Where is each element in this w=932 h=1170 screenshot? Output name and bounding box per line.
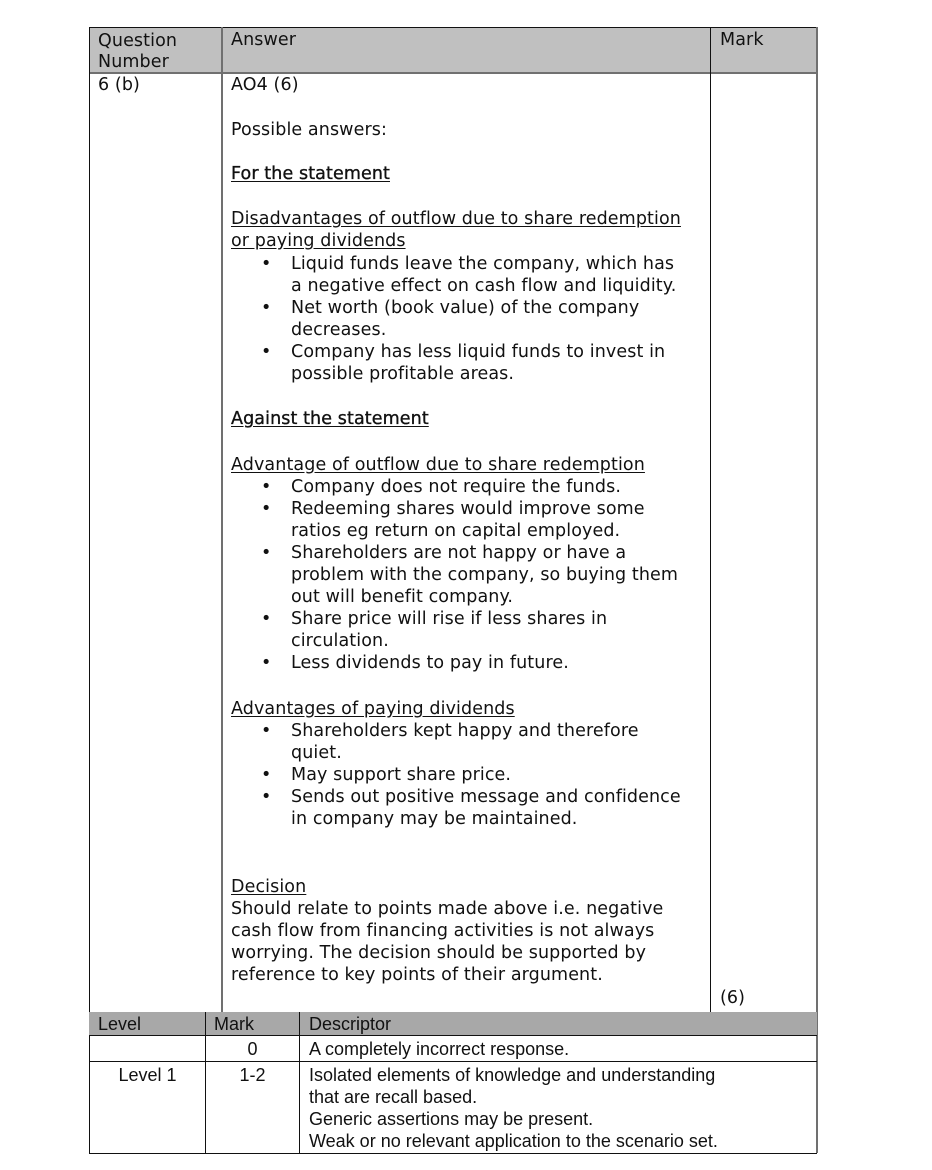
decision-line: cash flow from financing activities is not always: [231, 921, 655, 941]
rubric-header-row: [89, 1012, 817, 1035]
question-number: 6 (b): [98, 75, 140, 95]
rubric-header-mark: Mark: [214, 1014, 254, 1034]
rubric-row-1-level: Level 1: [118, 1065, 177, 1085]
bullet-text-line: ratios eg return on capital employed.: [291, 521, 621, 541]
bullet-text-line: decreases.: [291, 320, 387, 340]
bullet-text-line: Net worth (book value) of the company: [291, 298, 640, 318]
table-left-border: [89, 27, 90, 1153]
for-subheading-line1: Disadvantages of outflow due to share redemption: [231, 209, 681, 229]
against-statement-subheading: Advantage of outflow due to share redemption: [231, 455, 645, 475]
bullet-item: [231, 498, 678, 542]
bullet-icon: •: [261, 298, 272, 318]
rubric-row-1-descriptor: [309, 1064, 718, 1152]
header-question-number: [98, 31, 177, 73]
rubric-bottom-border: [89, 1153, 817, 1154]
bullet-item: [231, 542, 678, 608]
for-points-list: [231, 253, 676, 385]
column-divider-question-answer: [221, 27, 223, 1012]
rubric-row-divider: [89, 1061, 817, 1062]
descriptor-line: Generic assertions may be present.: [309, 1109, 594, 1129]
header-answer: Answer: [231, 30, 297, 50]
dividends-points-list: [231, 720, 681, 830]
decision-line: Should relate to points made above i.e. negative: [231, 899, 664, 919]
rubric-row-0-mark: 0: [247, 1039, 258, 1059]
rubric-header-bottom-border: [89, 1035, 817, 1036]
bullet-text-line: Shareholders are not happy or have a: [291, 543, 627, 563]
header-bottom-border: [89, 72, 817, 74]
bullet-text-line: May support share price.: [291, 765, 512, 785]
table-right-border: [816, 27, 818, 1153]
rubric-column-divider-mark-descriptor: [299, 1012, 300, 1153]
bullet-item: [231, 786, 681, 830]
header-question-number-line2: Number: [98, 52, 169, 72]
descriptor-line: Weak or no relevant application to the scenario set.: [309, 1131, 718, 1151]
bullet-text-line: Less dividends to pay in future.: [291, 653, 569, 673]
bullet-text-line: a negative effect on cash flow and liquidity.: [291, 276, 677, 296]
bullet-item: [231, 652, 678, 674]
bullet-icon: •: [261, 254, 272, 274]
decision-heading: Decision: [231, 877, 307, 897]
bullet-icon: •: [261, 342, 272, 362]
dividends-subheading: Advantages of paying dividends: [231, 699, 515, 719]
bullet-item: [231, 764, 681, 786]
assessment-objective: AO4 (6): [231, 75, 299, 95]
bullet-text-line: problem with the company, so buying them: [291, 565, 679, 585]
bullet-icon: •: [261, 721, 272, 741]
possible-answers-intro: Possible answers:: [231, 120, 387, 140]
mark-value: (6): [720, 988, 746, 1008]
bullet-item: [231, 341, 676, 385]
for-statement-heading: For the statement: [231, 164, 390, 184]
against-statement-heading: Against the statement: [231, 409, 429, 429]
header-mark: Mark: [720, 30, 764, 50]
bullet-text-line: in company may be maintained.: [291, 809, 578, 829]
bullet-item: [231, 608, 678, 652]
against-points-list: [231, 476, 678, 674]
bullet-text-line: possible profitable areas.: [291, 364, 515, 384]
header-question-number-line1: Question: [98, 31, 178, 51]
bullet-text-line: Share price will rise if less shares in: [291, 609, 608, 629]
bullet-icon: •: [261, 765, 272, 785]
rubric-row-1-mark: 1-2: [239, 1065, 266, 1085]
decision-line: reference to key points of their argument.: [231, 965, 603, 985]
bullet-icon: •: [261, 787, 272, 807]
bullet-text-line: out will benefit company.: [291, 587, 514, 607]
for-subheading-line2: or paying dividends: [231, 231, 406, 251]
rubric-header-level: Level: [98, 1014, 142, 1034]
decision-text: [231, 898, 663, 986]
table-header-row: [89, 27, 817, 72]
bullet-icon: •: [261, 477, 272, 497]
decision-line: worrying. The decision should be supported by: [231, 943, 647, 963]
bullet-item: [231, 720, 681, 764]
bullet-text-line: Sends out positive message and confidence: [291, 787, 681, 807]
bullet-item: [231, 476, 678, 498]
bullet-icon: •: [261, 609, 272, 629]
rubric-header-descriptor: Descriptor: [309, 1014, 392, 1034]
rubric-row-0-descriptor: A completely incorrect response.: [309, 1039, 570, 1059]
bullet-item: [231, 253, 676, 297]
bullet-text-line: Redeeming shares would improve some: [291, 499, 645, 519]
bullet-text-line: circulation.: [291, 631, 389, 651]
bullet-text-line: Liquid funds leave the company, which has: [291, 254, 675, 274]
descriptor-line: Isolated elements of knowledge and understanding: [309, 1065, 716, 1085]
bullet-text-line: Company does not require the funds.: [291, 477, 621, 497]
for-statement-subheading: [231, 208, 681, 252]
bullet-text-line: Shareholders kept happy and therefore: [291, 721, 639, 741]
bullet-icon: •: [261, 499, 272, 519]
bullet-item: [231, 297, 676, 341]
bullet-icon: •: [261, 653, 272, 673]
table-top-border: [89, 27, 817, 28]
descriptor-line: that are recall based.: [309, 1087, 478, 1107]
bullet-text-line: quiet.: [291, 743, 342, 763]
bullet-text-line: Company has less liquid funds to invest in: [291, 342, 666, 362]
column-divider-answer-mark: [710, 27, 711, 1012]
bullet-icon: •: [261, 543, 272, 563]
